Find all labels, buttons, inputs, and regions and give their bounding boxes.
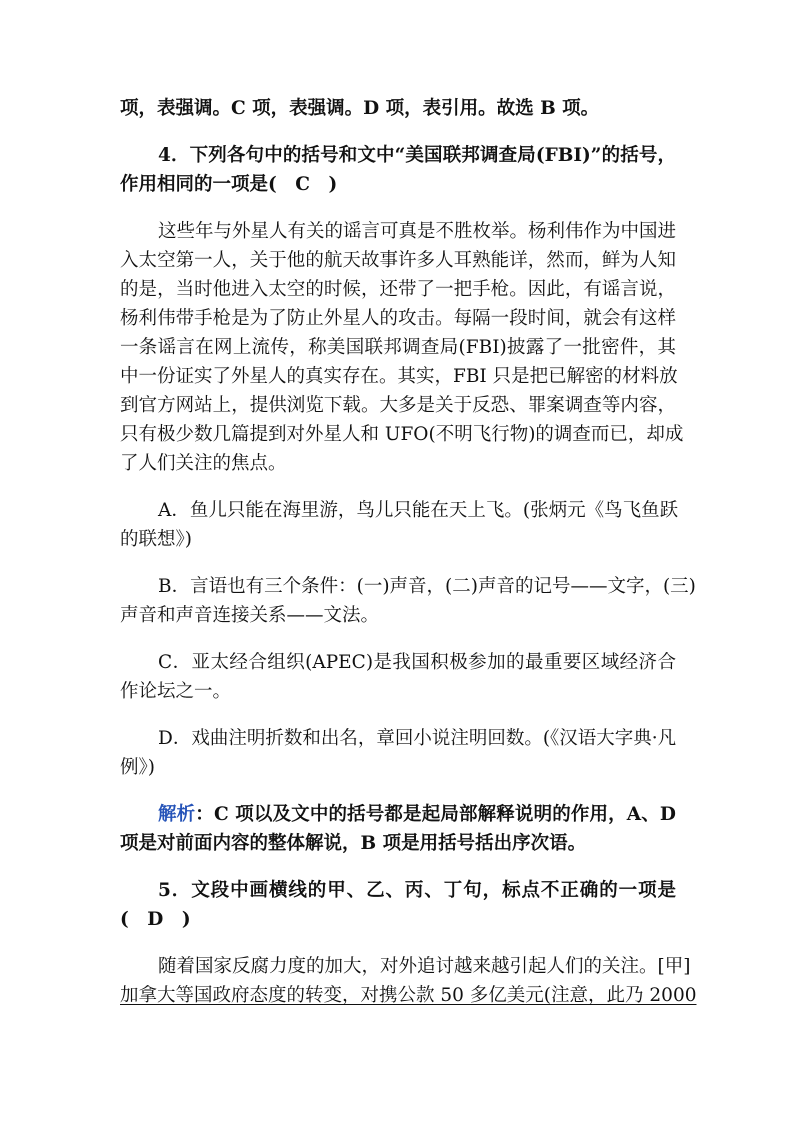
question-4-stem-end xyxy=(120,172,676,198)
question-4-paren-close: ) xyxy=(310,174,338,195)
passage-line: 一条谣言在网上流传，称美国联邦调查局(FBI)披露了一批密件，其 xyxy=(120,337,676,358)
question-5-answer: D xyxy=(147,909,164,930)
passage-line: 中一份证实了外星人的真实存在。其实，FBI 只是把已解密的材料放 xyxy=(120,366,678,387)
passage-line: 这些年与外星人有关的谣言可真是不胜枚举。杨利伟作为中国进 xyxy=(158,221,677,242)
option-b: B．言语也有三个条件：(一)声音，(二)声音的记号——文字，(三) xyxy=(158,576,696,597)
answer-line: 项，表强调。C 项，表强调。D 项，表引用。故选 B 项。 xyxy=(120,98,600,119)
passage-line: 入太空第一人，关于他的航天故事许多人耳熟能详，然而，鲜为人知 xyxy=(120,250,676,271)
analysis-line xyxy=(158,802,676,828)
option-a: A．鱼儿只能在海里游，鸟儿只能在天上飞。(张炳元《鸟飞鱼跃 xyxy=(158,500,679,521)
question-4-stem: 4．下列各句中的括号和文中“美国联邦调查局(FBI)”的括号， xyxy=(158,145,676,166)
passage-line: 只有极少数几篇提到对外星人和 UFO(不明飞行物)的调查而已，却成 xyxy=(120,424,684,445)
option-d-end: 例》) xyxy=(120,757,155,778)
question-4-answer: C xyxy=(295,174,310,195)
option-b-end: 声音和声音连接关系——文法。 xyxy=(120,605,380,626)
underlined-sentence-jia: 加拿大等国政府态度的转变，对携公款 50 多亿美元(注意，此乃 2000 xyxy=(120,985,697,1006)
question-5-stem: 5．文段中画横线的甲、乙、丙、丁句，标点不正确的一项是 xyxy=(158,880,676,901)
option-c-end: 作论坛之一。 xyxy=(120,681,232,702)
passage-line: 随着国家反腐力度的加大，对外追讨越来越引起人们的关注。[甲] xyxy=(158,956,691,977)
question-5-stem-end xyxy=(120,907,676,933)
option-d: D．戏曲注明折数和出名，章回小说注明回数。(《汉语大字典·凡 xyxy=(158,728,677,749)
analysis-text: ：C 项以及文中的括号都是起局部解释说明的作用，A、D xyxy=(195,804,676,825)
option-a-end: 的联想》) xyxy=(120,529,192,550)
passage-line: 了人们关注的焦点。 xyxy=(120,453,287,474)
analysis-line-end: 项是对前面内容的整体解说，B 项是用括号括出序次语。 xyxy=(120,833,587,854)
analysis-label: 解析 xyxy=(158,804,196,825)
question-4-prompt: 作用相同的一项是( xyxy=(120,174,296,195)
option-c: C．亚太经合组织(APEC)是我国积极参加的最重要区域经济合 xyxy=(158,652,676,673)
question-5-paren-close: ) xyxy=(163,909,191,930)
question-5-paren-open: ( xyxy=(120,909,148,930)
passage-line: 杨利伟带手枪是为了防止外星人的攻击。每隔一段时间，就会有这样 xyxy=(120,308,676,329)
passage-line: 的是，当时他进入太空的时候，还带了一把手枪。因此，有谣言说， xyxy=(120,279,676,300)
passage-line: 到官方网站上，提供浏览下载。大多是关于反恐、罪案调查等内容， xyxy=(120,395,676,416)
